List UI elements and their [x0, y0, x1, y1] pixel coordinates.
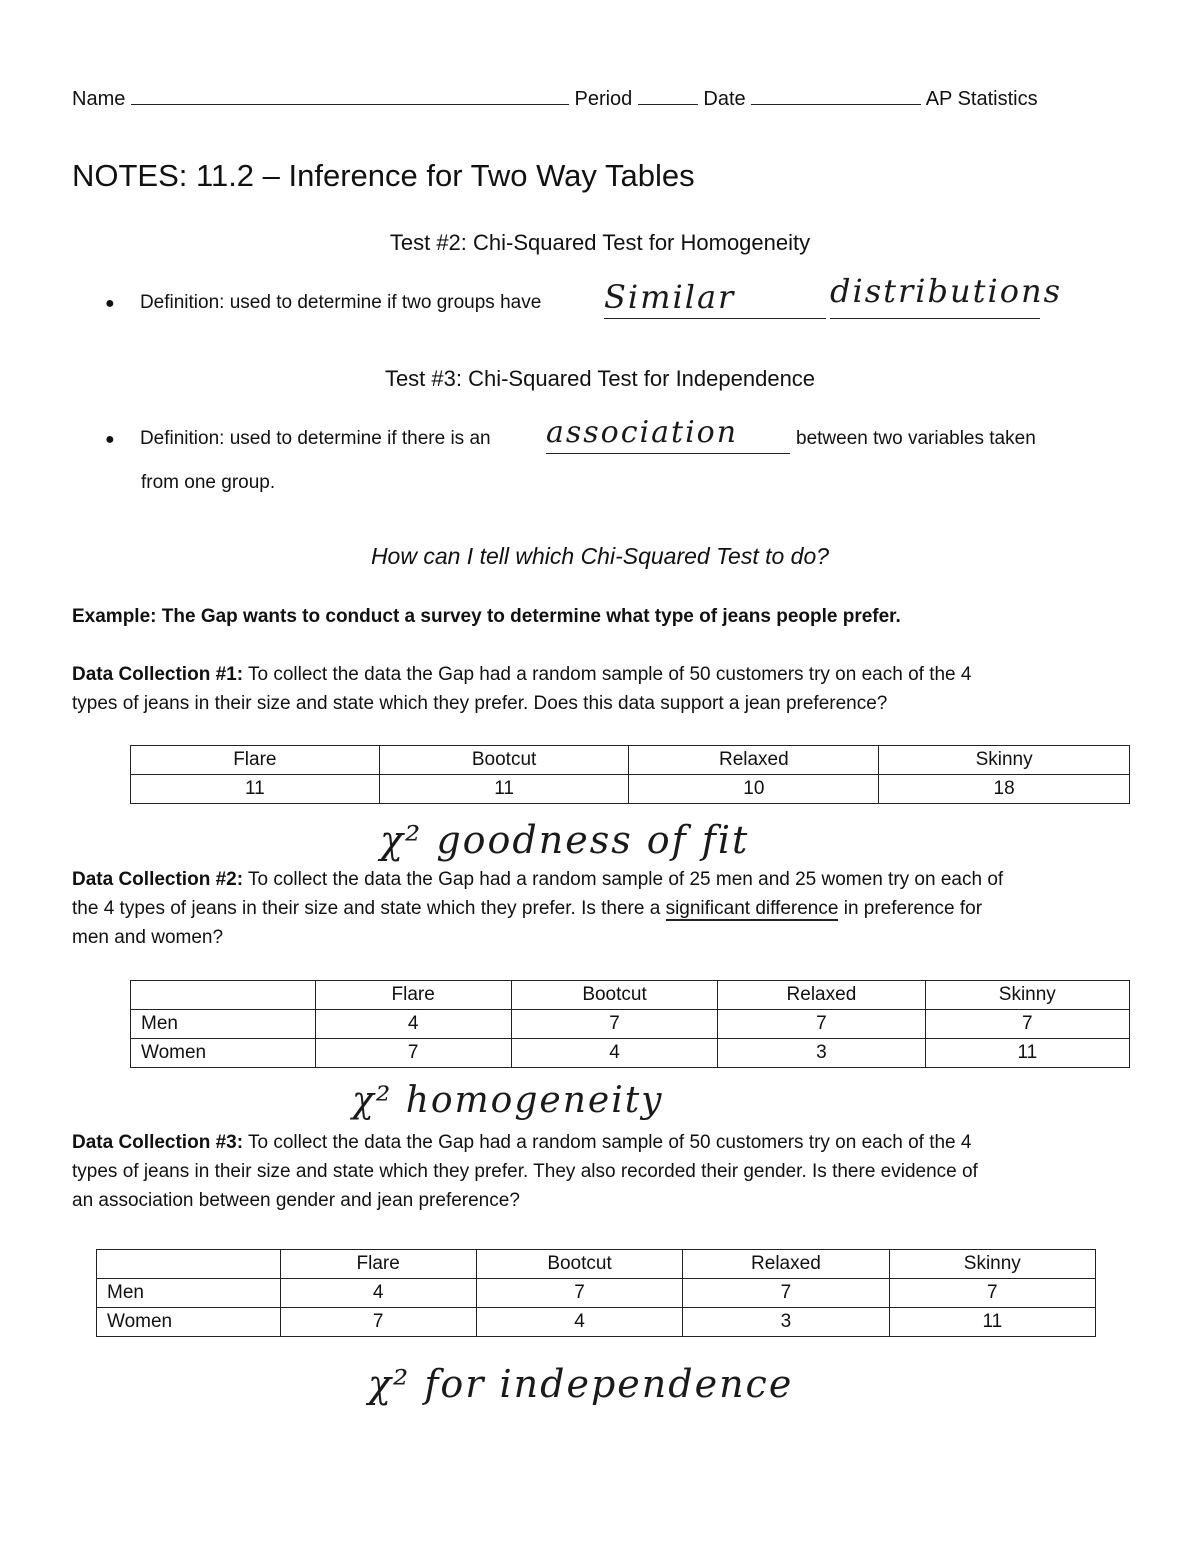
test3-definition-row	[105, 428, 491, 450]
dc3-label: Data Collection #3:	[72, 1132, 244, 1153]
dc2-handwritten-note: χ² homogeneity	[352, 1080, 664, 1121]
table-row	[97, 1308, 1096, 1337]
table-cell: 4	[315, 1010, 511, 1039]
dc3-description	[72, 1128, 1162, 1215]
table-row	[131, 775, 1130, 804]
table-header-cell: Flare	[131, 746, 380, 775]
test3-answer: association	[546, 415, 739, 450]
table-header-cell	[97, 1250, 281, 1279]
table-cell: 7	[683, 1279, 889, 1308]
table-row	[131, 1039, 1130, 1068]
dc2-text-line2-a: the 4 types of jeans in their size and state which they prefer. Is there a	[72, 898, 661, 919]
table-header-cell: Relaxed	[718, 981, 925, 1010]
test2-answer-2: distributions	[830, 272, 1063, 310]
bullet-icon: ●	[105, 295, 115, 312]
dc2-text-line2-underlined: significant difference	[665, 898, 839, 919]
table-header-cell: Relaxed	[683, 1250, 889, 1279]
table-header-cell: Flare	[315, 981, 511, 1010]
test3-definition-line2: from one group.	[141, 472, 276, 493]
test2-definition-row	[105, 292, 541, 314]
table-row	[131, 1010, 1130, 1039]
dc1-table	[130, 745, 1130, 804]
table-cell: 11	[925, 1039, 1129, 1068]
dc2-description	[72, 865, 1162, 952]
table-cell: 11	[379, 775, 629, 804]
table-row-label: Women	[131, 1039, 316, 1068]
table-header-cell: Skinny	[889, 1250, 1095, 1279]
name-field[interactable]	[131, 86, 569, 105]
table-cell: 4	[511, 1039, 717, 1068]
table-row-label: Men	[97, 1279, 281, 1308]
table-cell: 7	[476, 1279, 682, 1308]
name-label: Name	[72, 88, 126, 110]
dc1-description	[72, 660, 1152, 718]
table-row-label: Women	[97, 1308, 281, 1337]
table-cell: 10	[629, 775, 879, 804]
guiding-question: How can I tell which Chi-Squared Test to do?	[370, 543, 830, 569]
table-cell: 7	[925, 1010, 1129, 1039]
table-row-label: Men	[131, 1010, 316, 1039]
date-field[interactable]	[751, 86, 921, 105]
table-row	[131, 981, 1130, 1010]
table-header-cell: Skinny	[925, 981, 1129, 1010]
period-label: Period	[574, 88, 633, 110]
table-row	[97, 1279, 1096, 1308]
dc2-text-line3: men and women?	[72, 927, 224, 948]
page-title: NOTES: 11.2 – Inference for Two Way Tables	[72, 158, 695, 193]
table-header-cell: Bootcut	[511, 981, 717, 1010]
table-cell: 7	[889, 1279, 1095, 1308]
test2-answer-1: Similar	[604, 278, 736, 316]
period-field[interactable]	[638, 86, 698, 105]
dc2-text-line1: To collect the data the Gap had a random sample of 25 men and 25 women try on each of	[247, 869, 1004, 890]
dc1-label: Data Collection #1:	[72, 664, 244, 685]
dc3-text-line1: To collect the data the Gap had a random sample of 50 customers try on each of the 4	[247, 1132, 972, 1153]
example-statement: Example: The Gap wants to conduct a survey to determine what type of jeans people prefer.	[72, 606, 901, 627]
dc3-text-line3: an association between gender and jean preference?	[72, 1190, 520, 1211]
table-cell: 3	[683, 1308, 889, 1337]
dc1-text-line2: types of jeans in their size and state which they prefer. Does this data support a jean preference?	[72, 693, 888, 714]
test3-answer-blank	[546, 415, 790, 454]
test2-answer-blank-2	[830, 272, 1063, 319]
table-cell: 18	[879, 775, 1130, 804]
dc2-table	[130, 980, 1130, 1068]
table-cell: 7	[718, 1010, 925, 1039]
test3-definition-after: between two variables taken	[796, 428, 1036, 449]
table-row	[131, 746, 1130, 775]
test3-definition-before: Definition: used to determine if there is an	[139, 428, 491, 449]
test3-heading: Test #3: Chi-Squared Test for Independence	[384, 366, 816, 391]
test2-answer-blank-1	[604, 278, 826, 319]
table-header-cell: Skinny	[879, 746, 1130, 775]
worksheet-header	[72, 86, 1038, 111]
table-cell: 4	[280, 1279, 476, 1308]
table-header-cell	[131, 981, 316, 1010]
date-label: Date	[703, 88, 746, 110]
dc3-text-line2: types of jeans in their size and state which they prefer. They also recorded their gender. Is there evidence of	[72, 1161, 978, 1182]
table-cell: 7	[315, 1039, 511, 1068]
table-row	[97, 1250, 1096, 1279]
test2-heading: Test #2: Chi-Squared Test for Homogeneity	[389, 230, 811, 255]
bullet-icon: ●	[105, 431, 115, 448]
table-cell: 11	[131, 775, 380, 804]
table-header-cell: Relaxed	[629, 746, 879, 775]
course-label: AP Statistics	[925, 88, 1038, 110]
dc2-label: Data Collection #2:	[72, 869, 244, 890]
table-header-cell: Bootcut	[476, 1250, 682, 1279]
table-cell: 7	[280, 1308, 476, 1337]
dc3-table	[96, 1249, 1096, 1337]
table-cell: 3	[718, 1039, 925, 1068]
table-cell: 4	[476, 1308, 682, 1337]
dc3-handwritten-note: χ² for independence	[368, 1362, 794, 1406]
dc1-text-line1: To collect the data the Gap had a random sample of 50 customers try on each of the 4	[247, 664, 972, 685]
dc1-handwritten-note: χ² goodness of fit	[380, 818, 750, 862]
test2-definition: Definition: used to determine if two groups have	[139, 292, 542, 313]
dc2-text-line2-c: in preference for	[843, 898, 983, 919]
table-cell: 11	[889, 1308, 1095, 1337]
table-header-cell: Flare	[280, 1250, 476, 1279]
table-header-cell: Bootcut	[379, 746, 629, 775]
table-cell: 7	[511, 1010, 717, 1039]
